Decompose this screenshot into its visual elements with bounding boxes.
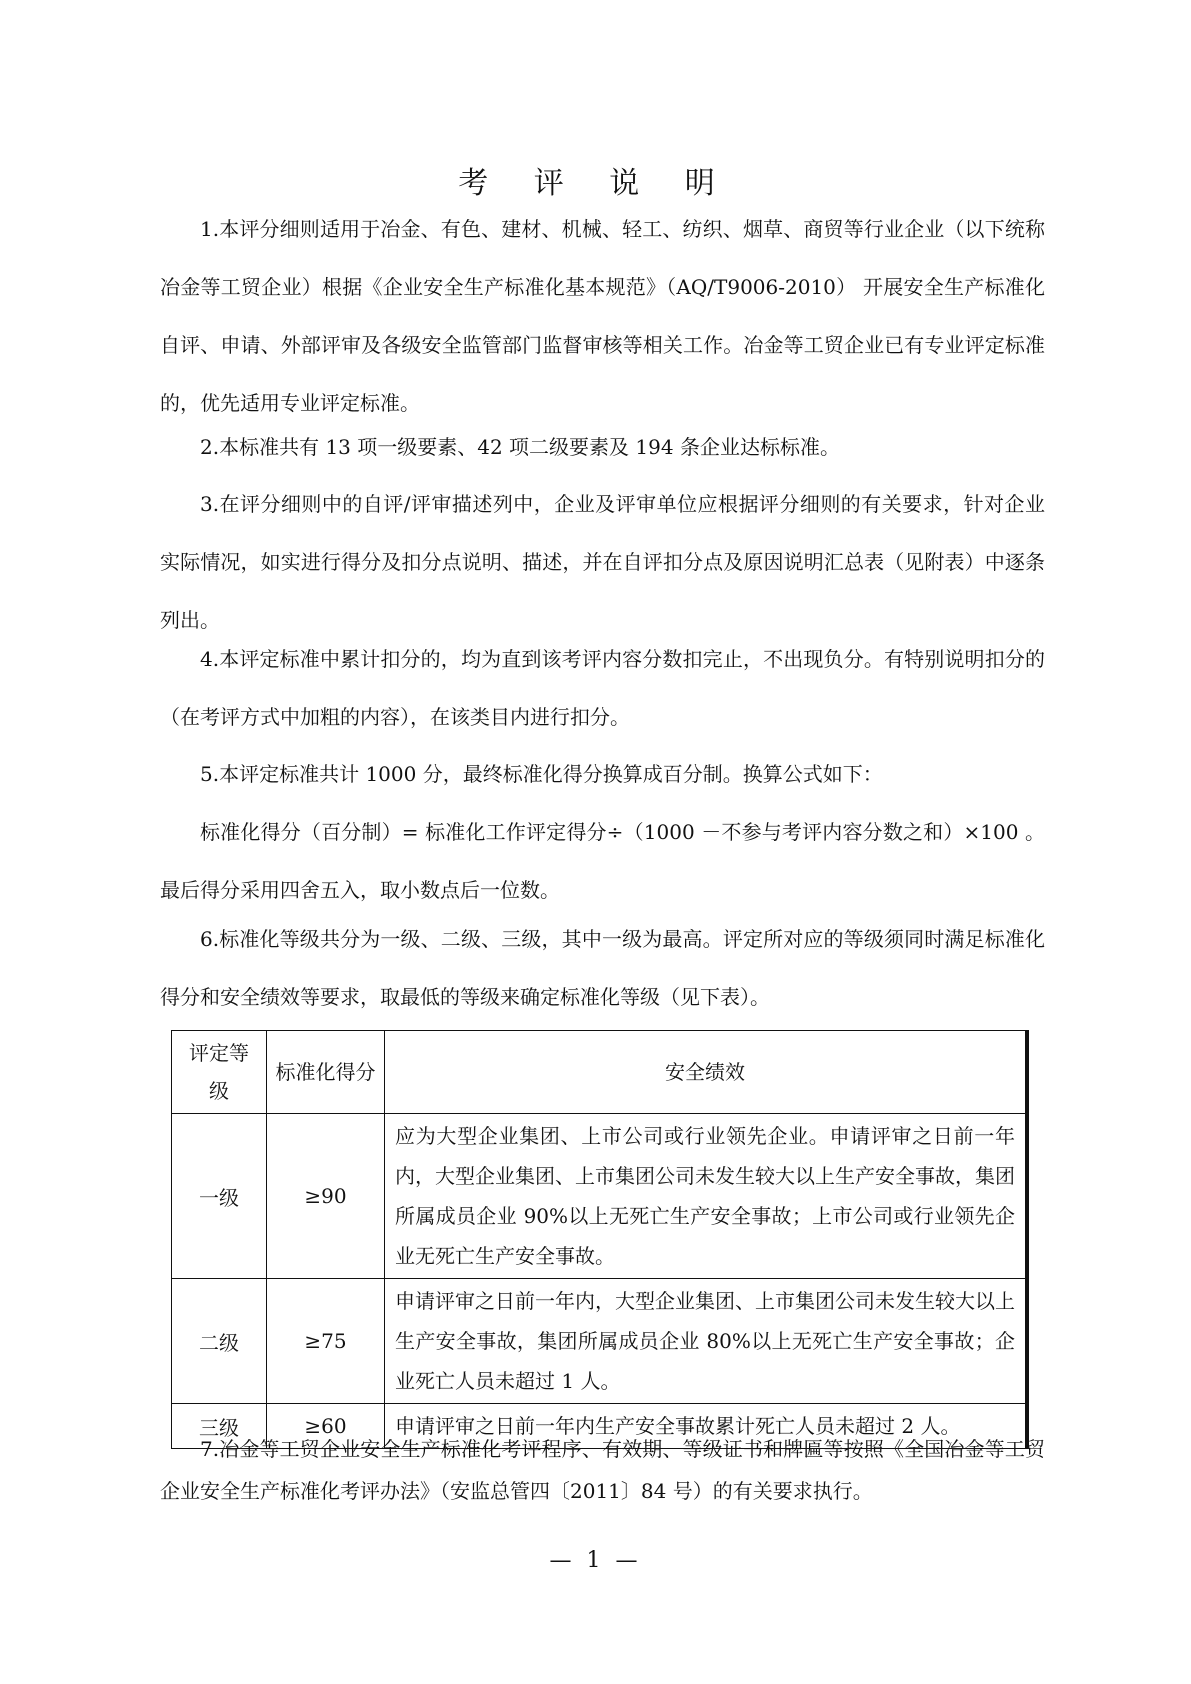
cell-grade: 三级 (172, 1404, 267, 1449)
cell-performance: 申请评审之日前一年内，大型企业集团、上市集团公司未发生较大以上生产安全事故，集团所属成员企业 80%以上无死亡生产安全事故；企业死亡人员未超过 1 人。 (385, 1279, 1028, 1404)
table-row (172, 1279, 1028, 1404)
paragraph-3: 3.在评分细则中的自评/评审描述列中，企业及评审单位应根据评分细则的有关要求，针对企业实际情况，如实进行得分及扣分点说明、描述，并在自评扣分点及原因说明汇总表（见附表）中逐条列出。 (160, 492, 1045, 632)
table-header-row (172, 1031, 1028, 1114)
paragraph-1: 1.本评分细则适用于冶金、有色、建材、机械、轻工、纺织、烟草、商贸等行业企业（以下统称冶金等工贸企业）根据《企业安全生产标准化基本规范》（AQ/T9006-2010） 开展安全生产标准化自评、申请、外部评审及各级安全监管部门监督审核等相关工作。冶金等工贸企业已有专业评定标准的，优先适用专业评定标准。 (160, 217, 1045, 415)
formula-paragraph: 标准化得分（百分制）= 标准化工作评定得分÷（1000 －不参与考评内容分数之和）×100 。最后得分采用四舍五入，取小数点后一位数。 (160, 820, 1045, 902)
paragraph-6: 6.标准化等级共分为一级、二级、三级，其中一级为最高。评定所对应的等级须同时满足标准化得分和安全绩效等要求，取最低的等级来确定标准化等级（见下表）。 (160, 927, 1045, 1009)
paragraph-5: 5.本评定标准共计 1000 分，最终标准化得分换算成百分制。换算公式如下： (200, 762, 883, 786)
paragraph-4: 4.本评定标准中累计扣分的，均为直到该考评内容分数扣完止，不出现负分。有特别说明扣分的（在考评方式中加粗的内容），在该类目内进行扣分。 (160, 647, 1045, 729)
cell-performance: 应为大型企业集团、上市公司或行业领先企业。申请评审之日前一年内，大型企业集团、上市集团公司未发生较大以上生产安全事故，集团所属成员企业 90%以上无死亡生产安全事故；上市公司或行业领先企业无死亡生产安全事故。 (385, 1114, 1028, 1279)
cell-score: ≥75 (267, 1279, 385, 1404)
cell-score: ≥60 (267, 1404, 385, 1449)
cell-grade: 一级 (172, 1114, 267, 1279)
table-row (172, 1114, 1028, 1279)
grade-table (171, 1030, 1029, 1449)
paragraph-7: 7.冶金等工贸企业安全生产标准化考评程序、有效期、等级证书和牌匾等按照《全国冶金等工贸企业安全生产标准化考评办法》（安监总管四〔2011〕84 号）的有关要求执行。 (160, 1437, 1045, 1503)
cell-score: ≥90 (267, 1114, 385, 1279)
cell-grade: 二级 (172, 1279, 267, 1404)
cell-performance: 申请评审之日前一年内生产安全事故累计死亡人员未超过 2 人。 (385, 1404, 1028, 1449)
header-score: 标准化得分 (267, 1031, 385, 1114)
header-grade: 评定等级 (172, 1031, 267, 1114)
page-title: 考 评 说 明 (458, 166, 733, 201)
header-performance: 安全绩效 (385, 1031, 1028, 1114)
page-number: — 1 — (549, 1548, 642, 1573)
paragraph-2: 2.本标准共有 13 项一级要素、42 项二级要素及 194 条企业达标标准。 (200, 435, 840, 459)
